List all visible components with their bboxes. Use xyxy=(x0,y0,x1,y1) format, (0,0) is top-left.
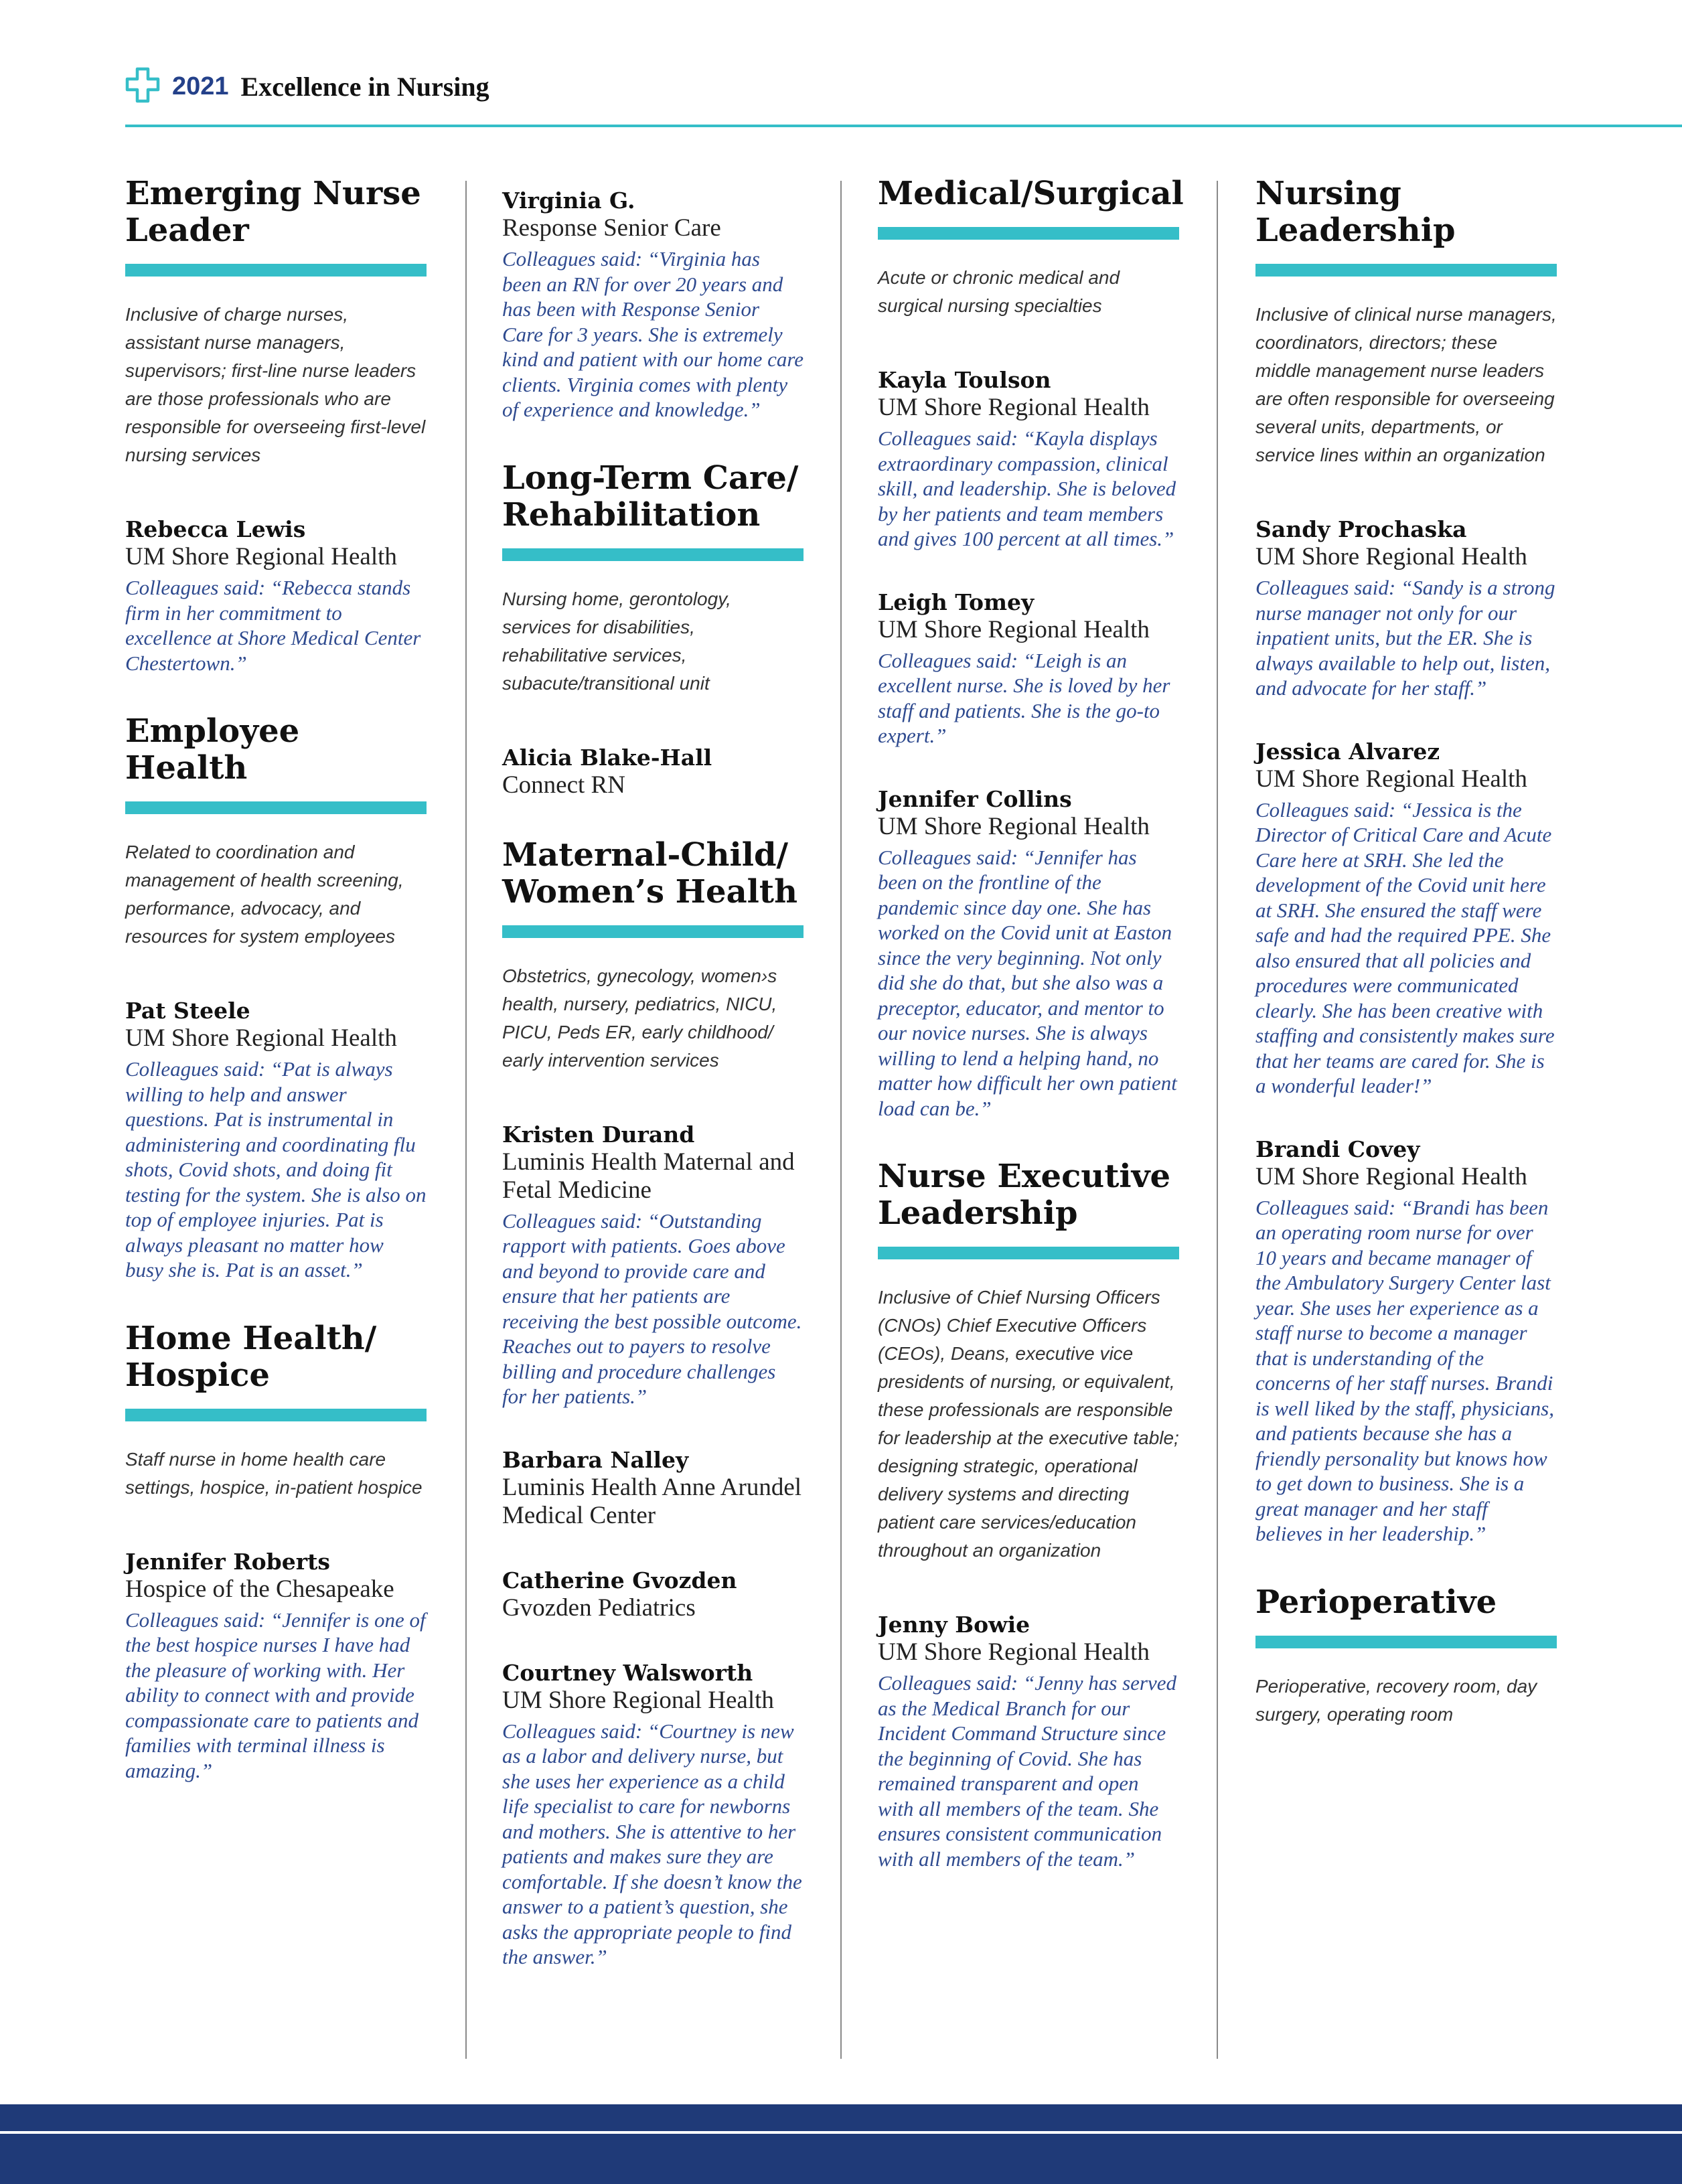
category-description: Staff nurse in home health care settings, hospice, in-patient hospice xyxy=(125,1448,423,1498)
honoree-name: Leigh Tomey xyxy=(878,589,1035,615)
honoree-organization: UM Shore Regional Health xyxy=(1255,765,1527,793)
header-rule xyxy=(125,125,1682,127)
honoree-name: Catherine Gvozden xyxy=(502,1567,737,1593)
column-4 xyxy=(1255,175,1557,1776)
honoree-quote: Colleagues said: “Courtney is new as a labor and delivery nurse, but she uses her experience as a child life specialist to care for newborns and mothers. She is attentive to her patients and makes sure they are comfortable. If she doesn’t know the answer to a patient’s question, she asks the appropriate people to find the answer.” xyxy=(502,1719,802,1968)
honoree-name: Brandi Covey xyxy=(1255,1136,1420,1162)
category-title: Nursing Leadership xyxy=(1255,175,1456,249)
honoree-organization: UM Shore Regional Health xyxy=(878,1638,1150,1666)
footer-rule xyxy=(0,2131,1682,2134)
honoree-name: Jessica Alvarez xyxy=(1255,738,1440,765)
category-description: Inclusive of charge nurses, assistant nurse managers, supervisors; first-line nurse leaders are those professionals who are responsible for overseeing first-level nursing services xyxy=(125,304,426,465)
honoree-organization: UM Shore Regional Health xyxy=(125,1024,397,1052)
honoree-name: Barbara Nalley xyxy=(502,1446,689,1473)
honoree-name: Sandy Prochaska xyxy=(1255,516,1467,542)
honoree xyxy=(502,745,804,799)
column-2 xyxy=(502,187,804,2007)
honoree-organization: UM Shore Regional Health xyxy=(125,543,397,570)
honoree xyxy=(878,786,1179,1121)
award-category xyxy=(502,837,804,1075)
honoree-quote: Colleagues said: “Outstanding rapport with patients. Goes above and beyond to provide care and ensure that her patients are receiving the best possible outcome. Reaches out to payers to resolve billing and procedure challenges for her patients.” xyxy=(502,1208,802,1408)
category-description: Nursing home, gerontology, services for disabilities, rehabilitative services, subacute/transitional unit xyxy=(502,588,731,694)
honoree xyxy=(1255,738,1557,1099)
honoree-quote: Colleagues said: “Jenny has served as the Medical Branch for our Incident Command Structure since the beginning of Covid. She has remained transparent and open with all members of the team. She ensures consistent communication with all members of the team.” xyxy=(878,1671,1176,1871)
honoree-name: Jennifer Roberts xyxy=(125,1548,330,1575)
honoree-name: Pat Steele xyxy=(125,998,250,1024)
award-category xyxy=(125,175,427,469)
honoree xyxy=(502,1567,804,1622)
honoree-name: Alicia Blake-Hall xyxy=(502,744,712,771)
honoree xyxy=(878,589,1179,749)
honoree-name: Kayla Toulson xyxy=(878,367,1051,393)
category-accent-bar xyxy=(125,1409,427,1421)
honoree-organization: UM Shore Regional Health xyxy=(878,394,1150,421)
category-description: Perioperative, recovery room, day surgery, operating room xyxy=(1255,1675,1537,1725)
honoree-quote: Colleagues said: “Brandi has been an operating room nurse for over 10 years and became manager of the Ambulatory Surgery Center last year. She uses her experience as a staff nurse to become a manager that is understanding of the concerns of her staff nurses. Brandi is well liked by the staff, physicians, and patients because she has a friendly personality but knows how to get down to business. She is a great manager and her staff believes in her leadership.” xyxy=(1255,1195,1554,1545)
honoree-quote: Colleagues said: “Jessica is the Director of Critical Care and Acute Care here at SRH. She led the development of the Covid unit here at SRH. She ensured the staff were safe and had the required PPE. She also ensured that all policies and procedures were communicated clearly. She has been creative with staffing and consistently makes sure that her teams are cared for. She is a wonderful leader!” xyxy=(1255,797,1555,1097)
column-divider xyxy=(840,181,842,2059)
column-divider xyxy=(465,181,467,2059)
honoree xyxy=(125,1549,427,1784)
header-title: Excellence in Nursing xyxy=(240,72,489,102)
honoree-name: Virginia G. xyxy=(502,187,635,214)
category-title: Emerging Nurse Leader xyxy=(125,175,421,249)
award-category xyxy=(1255,175,1557,469)
footer-band xyxy=(0,2104,1682,2184)
column-3 xyxy=(878,175,1184,1909)
honoree xyxy=(502,187,804,422)
honoree-organization: UM Shore Regional Health xyxy=(878,812,1150,840)
category-title: Employee Health xyxy=(125,712,300,787)
honoree-quote: Colleagues said: “Pat is always willing to help and answer questions. Pat is instrumental in administering and coordinating flu shots, Covid shots, and doing fit testing for the system. She is also on top of employee injuries. Pat is always pleasant no matter how busy she is. Pat is an asset.” xyxy=(125,1057,427,1281)
honoree-name: Jennifer Collins xyxy=(878,785,1072,812)
category-title: Maternal-Child/ Women’s Health xyxy=(502,836,797,911)
category-description: Obstetrics, gynecology, women›s health, nursery, pediatrics, NICU, PICU, Peds ER, early childhood/ early intervention services xyxy=(502,965,777,1071)
honoree-organization: UM Shore Regional Health xyxy=(502,1686,774,1714)
medical-cross-icon xyxy=(125,67,160,106)
honoree-quote: Colleagues said: “Leigh is an excellent nurse. She is loved by her staff and patients. She is the go-to expert.” xyxy=(878,648,1170,747)
category-accent-bar xyxy=(878,227,1179,240)
category-description: Inclusive of Chief Nursing Officers (CNOs) Chief Executive Officers (CEOs), Deans, executive vice presidents of nursing, or equivalent, these professionals are responsible for leadership at the executive table; designing strategic, operational delivery systems and directing patient care services/education throughout an organization xyxy=(878,1287,1179,1561)
honoree xyxy=(1255,516,1557,701)
honoree xyxy=(878,367,1179,552)
category-accent-bar xyxy=(125,264,427,277)
honoree xyxy=(878,1612,1179,1871)
honoree xyxy=(502,1447,804,1530)
honoree-organization: Luminis Health Maternal and Fetal Medicine xyxy=(502,1148,795,1204)
honoree xyxy=(502,1660,804,1970)
award-category xyxy=(1255,1584,1557,1729)
award-category xyxy=(125,1320,427,1502)
award-category xyxy=(878,1158,1179,1565)
honoree-organization: Connect RN xyxy=(502,771,625,799)
category-description: Inclusive of clinical nurse managers, coordinators, directors; these middle management nurse leaders are often responsible for overseeing several units, departments, or service lines within an organization xyxy=(1255,304,1557,465)
category-title: Perioperative xyxy=(1255,1583,1497,1621)
honoree xyxy=(1255,1136,1557,1547)
category-accent-bar xyxy=(125,801,427,814)
category-description: Acute or chronic medical and surgical nursing specialties xyxy=(878,267,1120,316)
honoree-quote: Colleagues said: “Virginia has been an RN for over 20 years and has been with Response Senior Care for 3 years. She is extremely kind and patient with our home care clients. Virginia comes with plenty of experience and knowledge.” xyxy=(502,247,804,421)
honoree-organization: Hospice of the Chesapeake xyxy=(125,1575,394,1603)
honoree-organization: UM Shore Regional Health xyxy=(1255,543,1527,570)
honoree-organization: UM Shore Regional Health xyxy=(1255,1162,1527,1190)
page-header xyxy=(125,67,489,106)
column-1 xyxy=(125,175,427,1820)
honoree-quote: Colleagues said: “Jennifer is one of the best hospice nurses I have had the pleasure of working with. Her ability to connect with and provide compassionate care to patients and families with terminal illness is amazing.” xyxy=(125,1608,426,1782)
category-accent-bar xyxy=(502,925,804,938)
honoree-organization: Response Senior Care xyxy=(502,214,721,242)
category-accent-bar xyxy=(1255,264,1557,277)
category-title: Home Health/ Hospice xyxy=(125,1319,377,1394)
honoree-name: Rebecca Lewis xyxy=(125,516,306,542)
honoree-organization: UM Shore Regional Health xyxy=(878,615,1150,643)
award-category xyxy=(502,460,804,698)
honoree xyxy=(502,1121,804,1409)
honoree xyxy=(125,998,427,1283)
category-title: Long-Term Care/ Rehabilitation xyxy=(502,459,799,534)
column-divider xyxy=(1217,181,1218,2059)
header-year: 2021 xyxy=(172,72,229,100)
honoree-name: Jenny Bowie xyxy=(878,1612,1030,1638)
category-accent-bar xyxy=(502,548,804,561)
honoree-name: Kristen Durand xyxy=(502,1121,695,1148)
category-title: Medical/Surgical xyxy=(878,175,1184,212)
award-category xyxy=(125,713,427,951)
honoree-quote: Colleagues said: “Jennifer has been on the frontline of the pandemic since day one. She has worked on the Covid unit at Easton since the very beginning. Not only did she do that, but she also was a preceptor, educator, and mentor to our novice nurses. She is always willing to lend a helping hand, no matter how difficult her own patient load can be.” xyxy=(878,845,1177,1120)
award-category xyxy=(878,175,1184,320)
honoree-quote: Colleagues said: “Sandy is a strong nurse manager not only for our inpatient units, but the ER. She is always available to help out, listen, and advocate for her staff.” xyxy=(1255,576,1555,700)
category-title: Nurse Executive Leadership xyxy=(878,1158,1171,1232)
honoree-name: Courtney Walsworth xyxy=(502,1659,753,1686)
category-accent-bar xyxy=(1255,1636,1557,1648)
honoree xyxy=(125,516,427,676)
honoree-quote: Colleagues said: “Rebecca stands firm in her commitment to excellence at Shore Medical Center Chestertown.” xyxy=(125,576,421,675)
honoree-organization: Luminis Health Anne Arundel Medical Center xyxy=(502,1473,802,1529)
category-description: Related to coordination and management of health screening, performance, advocacy, and resources for system employees xyxy=(125,842,404,947)
category-accent-bar xyxy=(878,1247,1179,1259)
honoree-quote: Colleagues said: “Kayla displays extraordinary compassion, clinical skill, and leadership. She is beloved by her patients and team members and gives 100 percent at all times.” xyxy=(878,426,1176,550)
honoree-organization: Gvozden Pediatrics xyxy=(502,1593,696,1622)
